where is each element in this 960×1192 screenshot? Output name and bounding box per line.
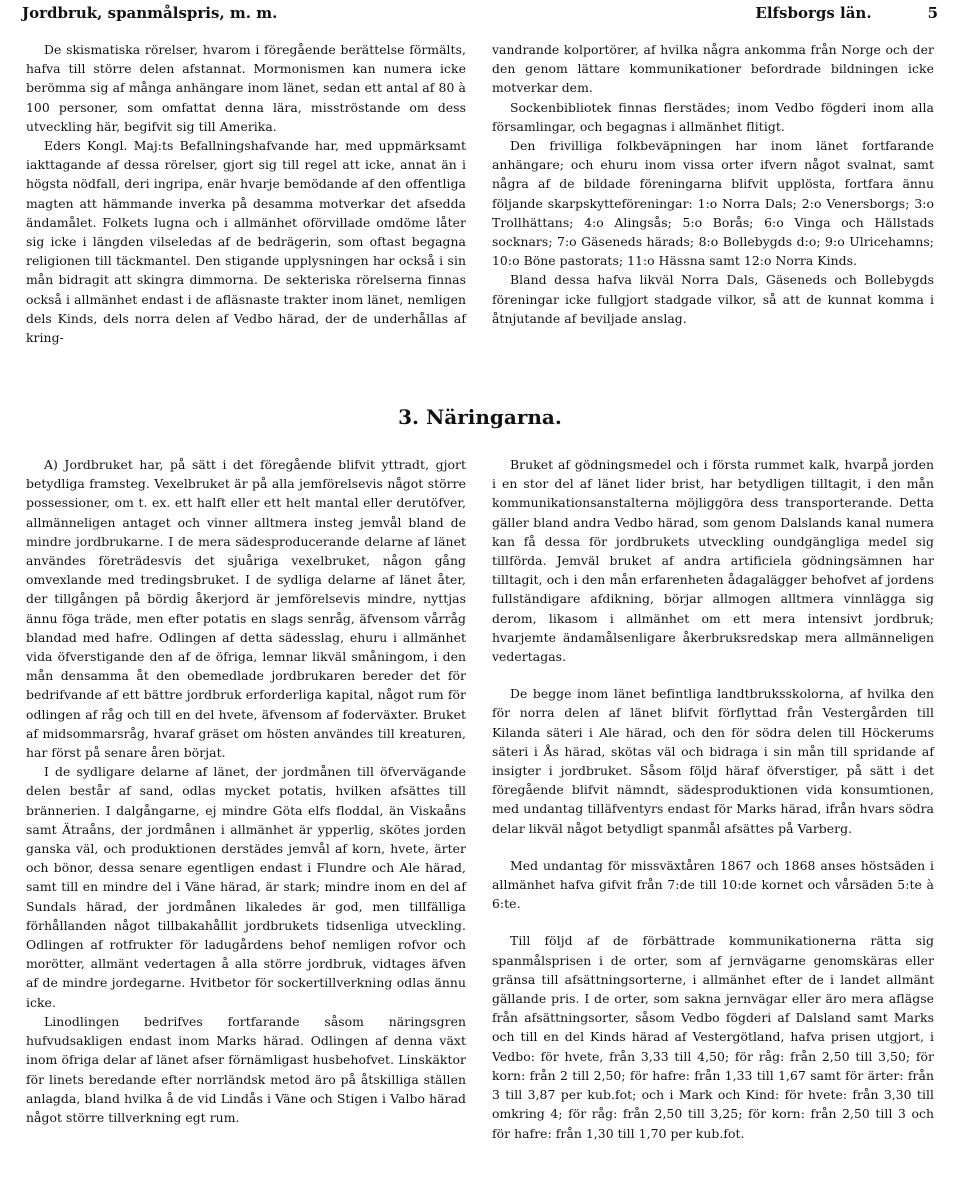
paragraph: Den frivilliga folkbeväpningen har inom länet fortfarande anhängare; och ehuru inom vissa orter ifvern något svalnat, samt några af de bildade föreningarna blifvit upplösta, fortfara ännu följande skarpskytteföreningar: 1:o Norra Dals; 2:o Venersborgs; 3:o Trollhättans; 4:o Alingsås; 5:o Borås; 6:o Vinga och Hällstads socknars; 7:o Gäseneds härads; 8:o Bollebygds d:o; 9:o Ulricehamns; 10:o Böne pastorats; 11:o Hässna samt 12:o Norra Kinds. — [492, 138, 934, 269]
paragraph: I de sydligare delarne af länet, der jordmånen till öfvervägande delen består af sand, odlas mycket potatis, hvilken afsättes till brännerien. I dalgångarne, ej mindre Göta elfs floddal, än Viskaåns samt Ätraåns, der jordmånen i allmänhet är ypperlig, skötes jorden ganska väl, och produktionen derstädes jemvål af korn, hvete, ärter och bönor, dessa senare egentligen endast i Flundre och Ale härad, samt till en mindre del i Väne härad, är stark; mindre inom en del af Sundals härad, der jordmånen likaledes är god, men tillfälliga förhållanden något tillbakahållit jordbrukets tidsenliga utveckling. Odlingen af rotfrukter för ladugårdens behof nemligen rofvor och morötter, allmänt vedertagen å alla större jordbruk, vidtages äfven af de mindre jordegarne. Hvitbetor för sockertillverkning odlas ännu icke. — [26, 764, 466, 1010]
top-left-column — [26, 40, 466, 347]
paragraph: Med undantag för missväxtåren 1867 och 1868 anses höstsäden i allmänhet hafva gifvit från 7:de till 10:de kornet och vårsäden 5:te à 6:te. — [492, 857, 934, 912]
running-header — [22, 4, 938, 24]
paragraph: Sockenbibliotek finnas flerstädes; inom Vedbo fögderi inom alla församlingar, och begagnas i allmänhet flitigt. — [492, 99, 934, 134]
top-right-column — [492, 40, 934, 328]
paragraph: Bland dessa hafva likväl Norra Dals, Gäseneds och Bollebygds föreningar icke fullgjort stadgade vilkor, så att de kunnat komma i åtnjutande af beviljade anslag. — [492, 272, 934, 326]
bottom-left-column — [26, 455, 466, 1127]
paragraph: Eders Kongl. Maj:ts Befallningshafvande har, med uppmärksamt iakttagande af dessa rörelser, gjort sig till regel att icke, annat än i högsta nödfall, deri ingripa, enär hvarje bemödande af den offentliga magten att hämmande inverka på desamma motverkar det afsedda ändamålet. Folkets lugna och i allmänhet oförvillade omdöme låter sig icke i längden vilseledas af de bedrägerin, som oftast begagna religionen till täckmantel. Den stigande upplysningen har också i sin mån bidragit att skingra dimmorna. De sekteriska rörelserna finnas också i allmänhet endast i de afläsnaste trakter inom länet, nemligen dels Kinds, dels norra delen af Vedbo härad, der de underhållas af kring- — [26, 138, 466, 346]
paragraph: Till följd af de förbättrade kommunikationerna rätta sig spanmålsprisen i de orter, som af jernvägarne genomskäras eller gränsa till afsättningsorterne, i allmänhet efter de i landet allmänt gällande pris. I de orter, som sakna jernvägar eller äro mera aflägse från afsättningsorter, såsom Vedbo fögderi af Dalsland samt Marks och till en del Kinds härad af Vestergötland, hafva prisen utgjort, i Vedbo: för hvete, från 3,33 till 4,50; för råg: från 2,50 till 3,50; för korn: från 2 till 2,50; för hafre: från 1,33 till 1,67 samt för ärter: från 3 till 3,87 per kub.fot; och i Mark och Kind: för hvete: från 3,30 till omkring 4; för råg: från 2,50 till 3,25; för korn: från 2,50 till 3 och för hafre: från 1,30 till 1,70 per kub.fot. — [492, 933, 934, 1141]
paragraph: Linodlingen bedrifves fortfarande såsom näringsgren hufvudsakligen endast inom Marks härad. Odlingen af denna växt inom öfriga delar af länet afser förnämligast husbehofvet. Linskäktor för linets beredande efter norrländsk metod äro på åtskilliga ställen anlagda, bland hvilka å de vid Lindås i Väne och Stigen i Valbo härad något större tillverkning egt rum. — [26, 1013, 466, 1125]
page-number: 5 — [927, 4, 938, 22]
paragraph: De begge inom länet befintliga landtbruksskolorna, af hvilka den för norra delen af länet blifvit förflyttad från Vestergården till Kilanda säteri i Ale härad, och den för södra delen till Höckerums säteri i Ås härad, skötas väl och bidraga i sin mån till spridande af insigter i jordbruket. Såsom följd häraf öfverstiger, på sätt i det föregående blifvit nämndt, sädesproduktionen vida konsumtionen, med undantag tilläfventyrs endast för Marks härad, ifrån hvars södra delar likväl något betydligt spanmål afsättes på Varberg. — [492, 686, 934, 836]
header-left-title: Jordbruk, spanmålspris, m. m. — [22, 4, 278, 22]
header-county-title: Elfsborgs län. — [755, 4, 872, 22]
header-right-group — [755, 4, 938, 22]
section-heading: 3. Näringarna. — [398, 405, 562, 429]
paragraph: A) Jordbruket har, på sätt i det föregående blifvit yttradt, gjort betydliga framsteg. Vexelbruket är på alla jemförelsevis något större possessioner, om t. ex. ett halft eller ett helt mantal eller derutöfver, allmänneligen antaget och vinner alltmera insteg jemvål bland de mindre jordbrukarne. I de mera sädesproducerande delarne af länet användes företrädesvis det sjuåriga vexelbruket, någon gång omvexlande med tredingsbruket. I de sydliga delarne af länet åter, der tillgången på bördig åkerjord är jemförelsevis mindre, nyttjas ännu föga träde, men efter potatis en slags senråg, äfvensom vårråg blandad med hafre. Odlingen af detta sädesslag, ehuru i allmänhet vida öfverstigande den af de öfriga, lemnar likväl småningom, i den mån densamma åt den obemedlade jordbrukaren bereder det för bedrifvande af ett bättre jordbruk erforderliga kapital, något rum för odlingen af råg och till en del hvete, äfvensom af foderväxter. Bruket af midsommarsråg, hvaraf gräset om hösten användes till kreaturen, har först på senare åren börjat. — [26, 457, 466, 761]
paragraph: De skismatiska rörelser, hvarom i föregående berättelse förmälts, hafva till större delen afstannat. Mormonismen kan numera icke berömma sig af många anhängare inom länet, sedan ett antal af 80 à 100 personer, som omfattat denna lära, misströstande om dess utveckling här, begifvit sig till Amerika. — [26, 42, 466, 134]
paragraph: vandrande kolportörer, af hvilka några ankomma från Norge och der den genom lättare kommunikationer befordrade bildningen icke motverkar dem. — [492, 42, 934, 96]
bottom-right-column — [492, 455, 934, 1143]
paragraph: Bruket af gödningsmedel och i första rummet kalk, hvarpå jorden i en stor del af länet lider brist, har betydligen tilltagit, i den mån kommunikationsanstalterna möjliggöra dess transporterande. Detta gäller bland andra Vedbo härad, som genom Dalslands kanal numera kan få dessa för jordbrukets utveckling oundgängliga medel sig tillförda. Jemväl bruket af andra artificiela gödningsämnen har tilltagit, och i den mån erfarenheten ådagalägger behofvet af jordens fullständigare afdikning, börjar allmogen alltmera vinnläggа sig derom, likasom i allmänhet om ett mera intensivt jordbruk; hvarjemte ändamålsenligare åkerbruksredskap mera allmänneligen vedertagas. — [492, 457, 934, 665]
